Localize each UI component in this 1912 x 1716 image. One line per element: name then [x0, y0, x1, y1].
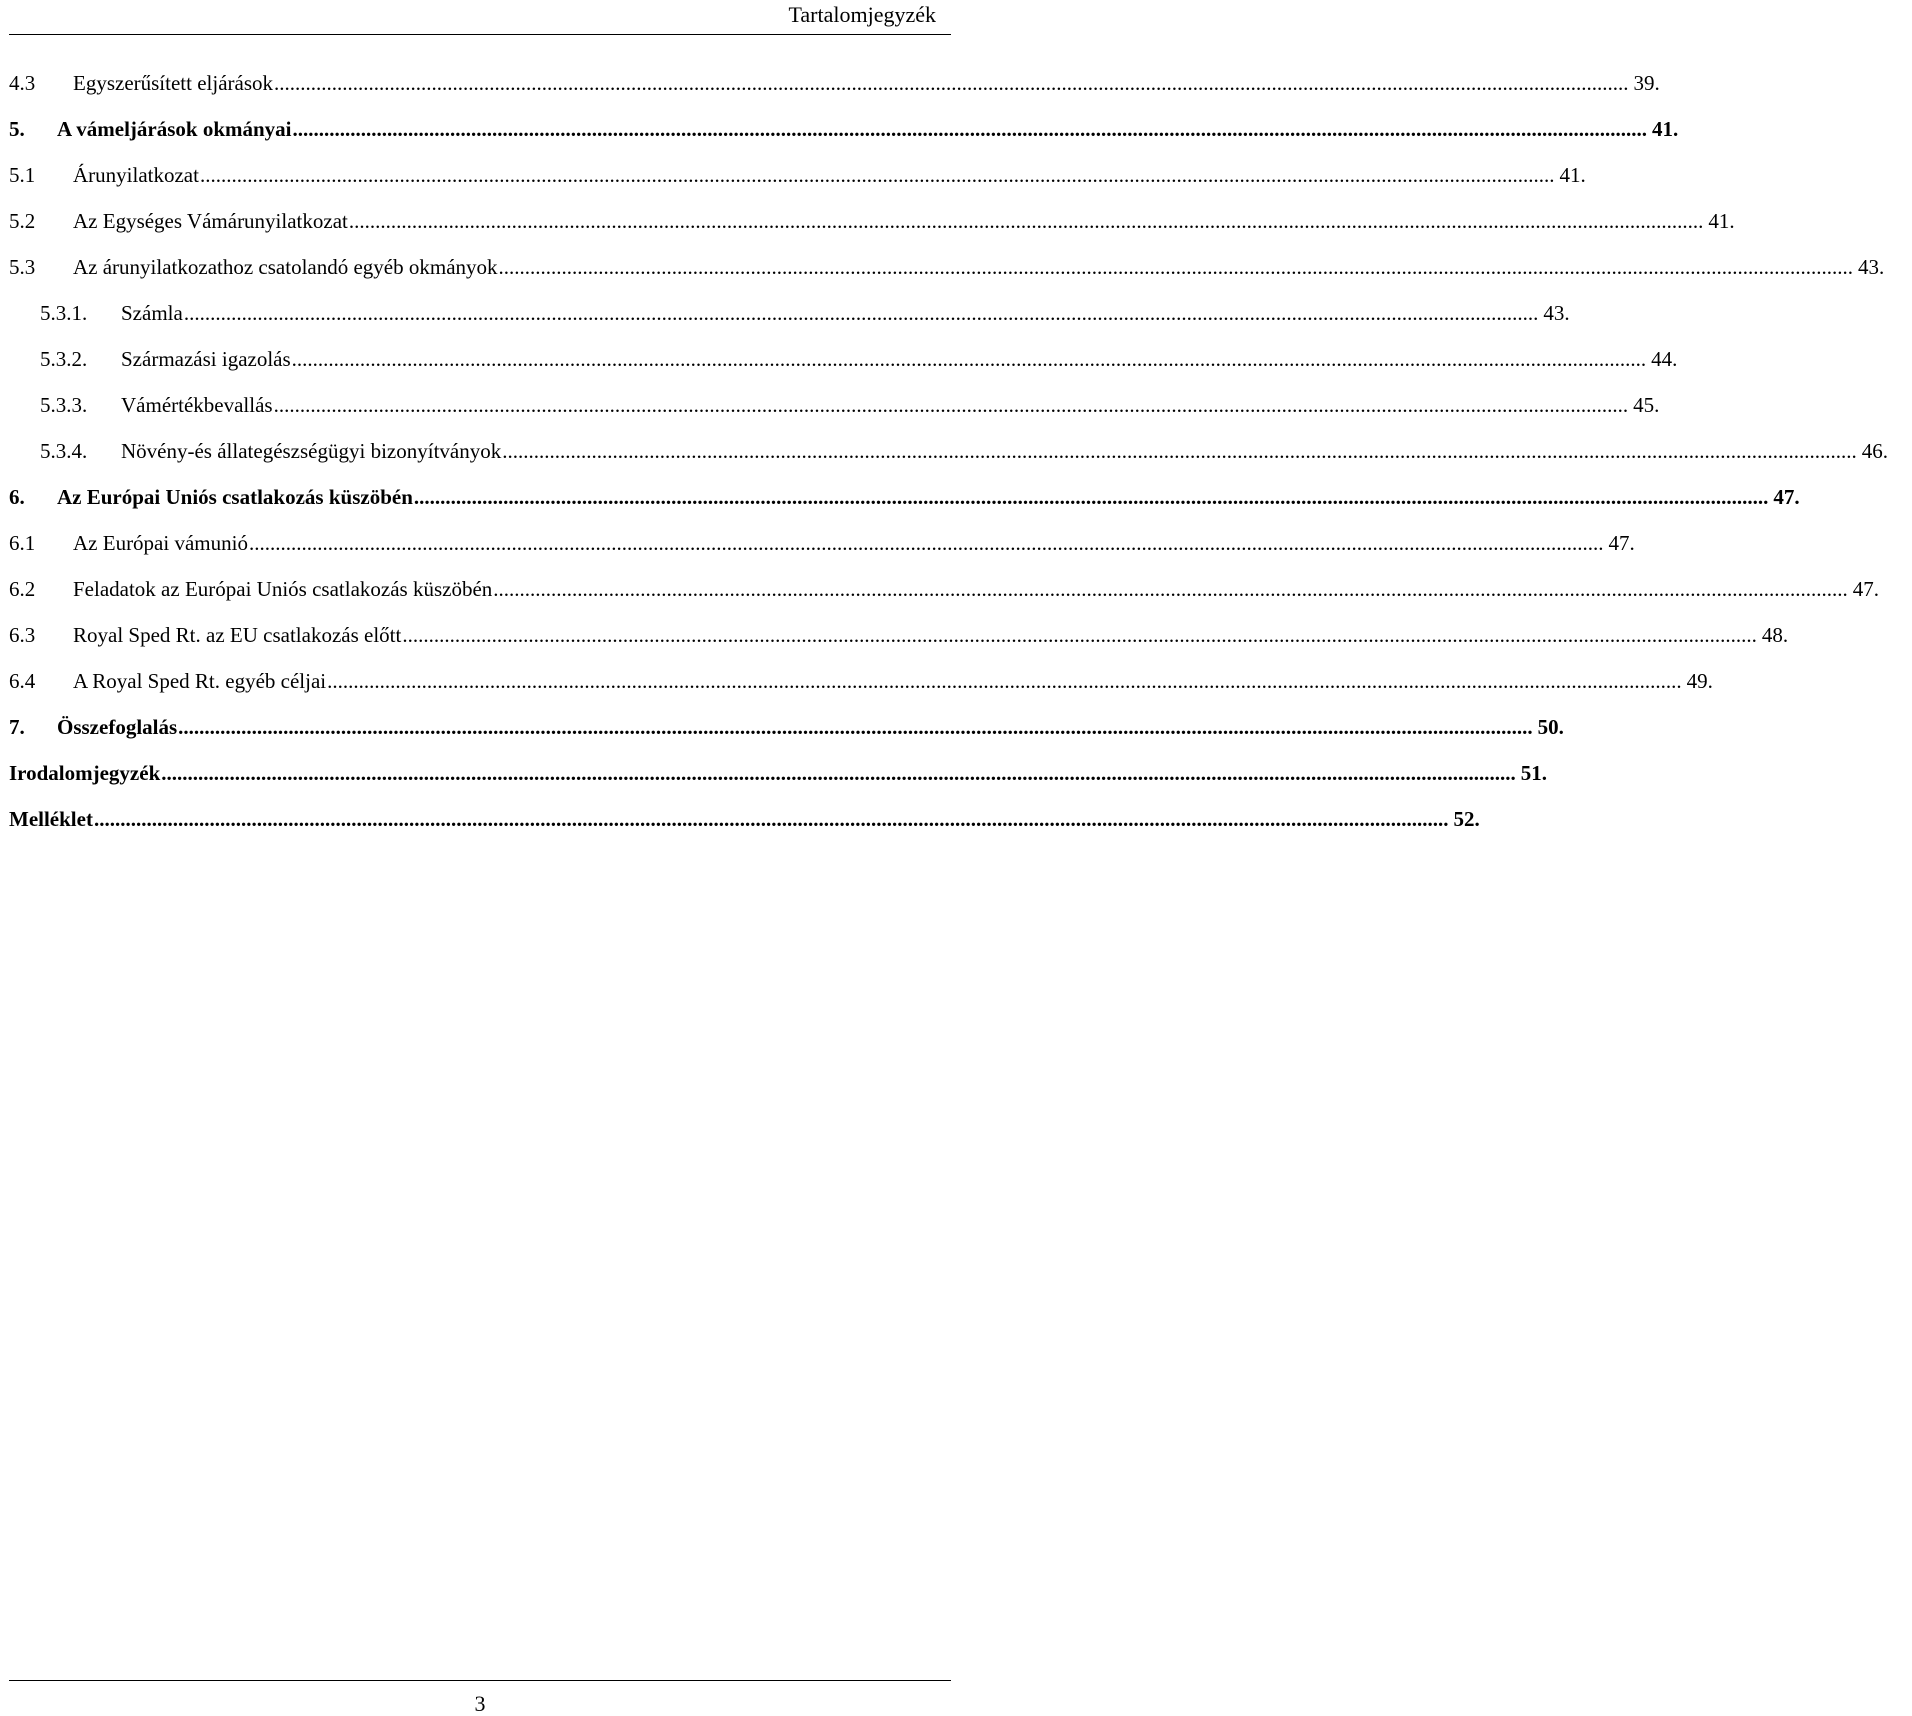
toc-entry-page: 39. — [1633, 71, 1660, 95]
toc-entry-page: 41. — [1652, 117, 1679, 141]
toc-dot-leader — [184, 301, 1539, 326]
toc-entry-title: Összefoglalás — [57, 715, 178, 739]
toc-entry-title: Royal Sped Rt. az EU csatlakozás előtt — [73, 623, 402, 647]
toc-entry[interactable] — [9, 623, 1789, 669]
toc-entry[interactable] — [9, 439, 1888, 485]
toc-entry-number: 6.2 — [9, 577, 36, 601]
toc-dot-leader — [502, 439, 1857, 464]
toc-entry-page: 41. — [1708, 209, 1735, 233]
toc-dot-leader — [499, 255, 1854, 280]
toc-dot-leader — [94, 807, 1449, 832]
toc-entry-page: 44. — [1651, 347, 1678, 371]
toc-entry-number: 5.3 — [9, 255, 36, 279]
toc-entry-page: 48. — [1761, 623, 1789, 647]
toc-entry-number: 5.1 — [9, 163, 36, 187]
toc-entry-title: Feladatok az Európai Uniós csatlakozás küszöbén — [73, 577, 493, 601]
toc-entry-page: 50. — [1537, 715, 1564, 739]
toc-entry[interactable] — [9, 669, 1713, 715]
toc-entry[interactable] — [9, 393, 1660, 439]
toc-entry-title: Az árunyilatkozathoz csatolandó egyéb okmányok — [73, 255, 498, 279]
page-number: 3 — [474, 1691, 486, 1716]
toc-entry[interactable] — [9, 761, 1548, 807]
toc-entry-number: 5.3.4. — [40, 439, 88, 463]
toc-entry-page: 47. — [1852, 577, 1880, 601]
footer-rule — [9, 1680, 951, 1681]
toc-entry-title: Az Európai Uniós csatlakozás küszöbén — [57, 485, 413, 509]
toc-entry[interactable] — [9, 209, 1735, 255]
toc-dot-leader — [274, 393, 1629, 418]
toc-entry-number: 5.3.2. — [40, 347, 88, 371]
toc-entry-page: 47. — [1773, 485, 1800, 509]
toc-entry-page: 49. — [1686, 669, 1713, 693]
toc-entry-title: Vámértékbevallás — [121, 393, 273, 417]
toc-entry-number: 6.3 — [9, 623, 36, 647]
toc-entry[interactable] — [9, 715, 1564, 761]
toc-entry[interactable] — [9, 301, 1570, 347]
running-header-title: Tartalomjegyzék — [788, 2, 936, 27]
toc-entry-number: 6. — [9, 485, 25, 509]
toc-dot-leader — [200, 163, 1555, 188]
toc-entry-title: Növény-és állategészségügyi bizonyítványok — [121, 439, 502, 463]
toc-dot-leader — [349, 209, 1704, 234]
toc-entry[interactable] — [9, 255, 1885, 301]
toc-entry-title: Származási igazolás — [121, 347, 291, 371]
toc-entry-title: A vámeljárások okmányai — [57, 117, 292, 141]
toc-entry[interactable] — [9, 347, 1678, 393]
toc-entry-number: 6.4 — [9, 669, 36, 693]
toc-entry-page: 46. — [1861, 439, 1888, 463]
header-rule — [9, 34, 951, 35]
toc-entry-title: Melléklet — [9, 807, 93, 831]
toc-entry-title: Számla — [121, 301, 183, 325]
toc-dot-leader — [178, 715, 1533, 740]
toc-entry[interactable] — [9, 117, 1679, 163]
toc-entry-page: 51. — [1520, 761, 1548, 785]
toc-entry[interactable] — [9, 485, 1800, 531]
toc-dot-leader — [161, 761, 1516, 786]
toc-entry-page: 47. — [1608, 531, 1635, 555]
toc-dot-leader — [414, 485, 1769, 510]
toc-dot-leader — [493, 577, 1848, 602]
toc-entry-number: 5.2 — [9, 209, 36, 233]
toc-entry-number: 7. — [9, 715, 25, 739]
toc-entry[interactable] — [9, 807, 1480, 853]
toc-entry-page: 43. — [1858, 255, 1885, 279]
toc-entry-number: 4.3 — [9, 71, 36, 95]
toc-entry-title: Az Európai vámunió — [73, 531, 248, 555]
toc-entry-page: 52. — [1453, 807, 1480, 831]
toc-dot-leader — [274, 71, 1629, 96]
toc-dot-leader — [249, 531, 1604, 556]
toc-entry[interactable] — [9, 71, 1660, 117]
toc-entry[interactable] — [9, 163, 1586, 209]
toc-entry-page: 45. — [1633, 393, 1660, 417]
toc-entry-title: Irodalomjegyzék — [9, 761, 161, 785]
toc-entry-title: A Royal Sped Rt. egyéb céljai — [73, 669, 327, 693]
toc-entry-number: 6.1 — [9, 531, 36, 555]
toc-entry-number: 5.3.3. — [40, 393, 88, 417]
toc-entry-page: 41. — [1559, 163, 1586, 187]
toc-dot-leader — [402, 623, 1757, 648]
toc-entry-title: Az Egységes Vámárunyilatkozat — [73, 209, 348, 233]
toc-dot-leader — [293, 117, 1648, 142]
toc-entry-number: 5. — [9, 117, 25, 141]
toc-entry[interactable] — [9, 577, 1880, 623]
toc-entry-page: 43. — [1543, 301, 1570, 325]
toc-entry-number: 5.3.1. — [40, 301, 88, 325]
toc-entry[interactable] — [9, 531, 1635, 577]
toc-entry-title: Egyszerűsített eljárások — [73, 71, 274, 95]
table-of-contents — [9, 71, 1888, 853]
toc-dot-leader — [292, 347, 1647, 372]
toc-dot-leader — [327, 669, 1682, 694]
toc-entry-title: Árunyilatkozat — [73, 163, 199, 187]
